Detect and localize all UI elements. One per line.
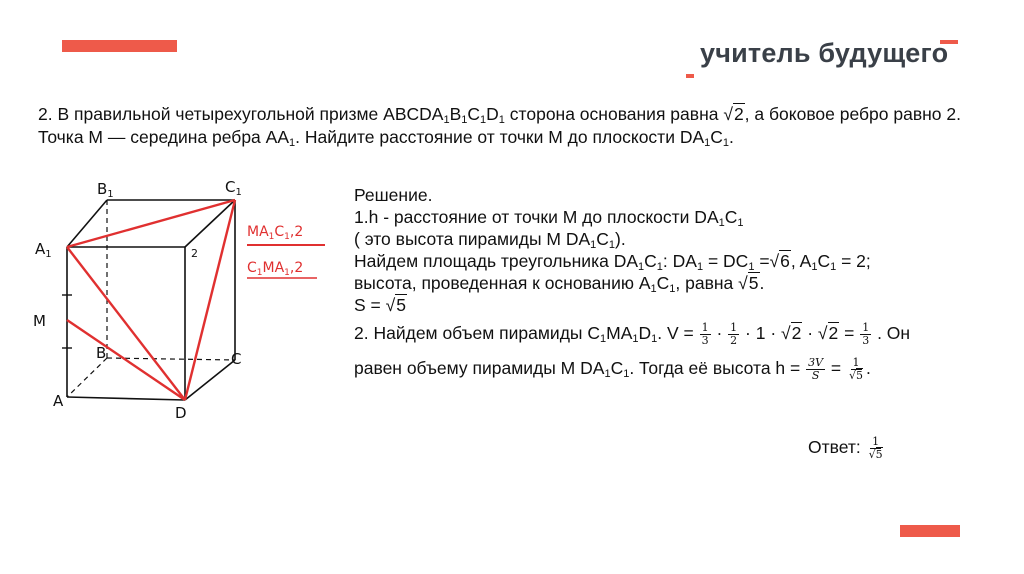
red-construction-lines (67, 200, 235, 400)
answer: Ответ: $\frac{1}{√5}$ (808, 435, 883, 461)
decor-bar-top-left (62, 40, 177, 52)
solution-line-5: S = √5 (354, 295, 406, 315)
problem-statement: 2. В правильной четырехугольной призме $ABCDA_1B_1C_1D_1$ сторона основания равна √2, а боковое ребро равно 2. Точка M — середина ребра $AA_1$. Найдите расстояние от точки M до плоскости $DA_1C_1$. (38, 104, 961, 149)
solution-line-6: 2. Найдем объем пирамиды $C_1MA_1D_1$. V = $\frac{1}{3}$ · $\frac{1}{2}$ · 1 · √2 · √2 = $\frac{1}{3}$ . Он (354, 321, 911, 347)
solution-block (354, 184, 1004, 382)
brand-logo: учитель будущего (700, 38, 949, 68)
label-b1: $B_1$ (97, 180, 114, 200)
decor-bar-bottom-right (900, 525, 960, 537)
solution-line-3: Найдем площадь треугольника $DA_1C_1$: $DA_1 = DC_1 =√6$, $A_1C_1 = 2$; (354, 251, 871, 273)
solution-line-2: ( это высота пирамиды M $DA_1C_1$). (354, 229, 626, 251)
sqrt-expression: √2 (723, 104, 744, 124)
svg-text:C1MA1,2: $C_1MA_1,2$ (247, 260, 304, 278)
solution-heading: Решение. (354, 185, 433, 205)
solution-line-1: 1.h - расстояние от точки M до плоскости $DA_1C_1$ (354, 207, 744, 229)
decor-bar-logo (686, 74, 694, 78)
label-edge-length: 2 (191, 247, 198, 260)
label-a: A (53, 392, 64, 410)
label-c1: $C_1$ (225, 178, 242, 198)
label-d: D (175, 404, 187, 422)
label-c: C (231, 350, 242, 368)
prism-figure (25, 170, 340, 430)
label-b: B (96, 344, 107, 362)
label-a1: $A_1$ (35, 240, 52, 260)
svg-text:MA1C1,2: $MA_1C_1,2$ (247, 224, 304, 242)
solution-line-7: равен объему пирамиды M $DA_1C_1$. Тогда её высота h = $\frac{3V}{S}$ = $\frac{1}{√5}$ . (354, 356, 871, 382)
handwritten-note (247, 224, 325, 278)
label-m: M (33, 312, 46, 330)
solution-line-4: высота, проведенная к основанию $A_1C_1$, равна √5. (354, 273, 765, 295)
